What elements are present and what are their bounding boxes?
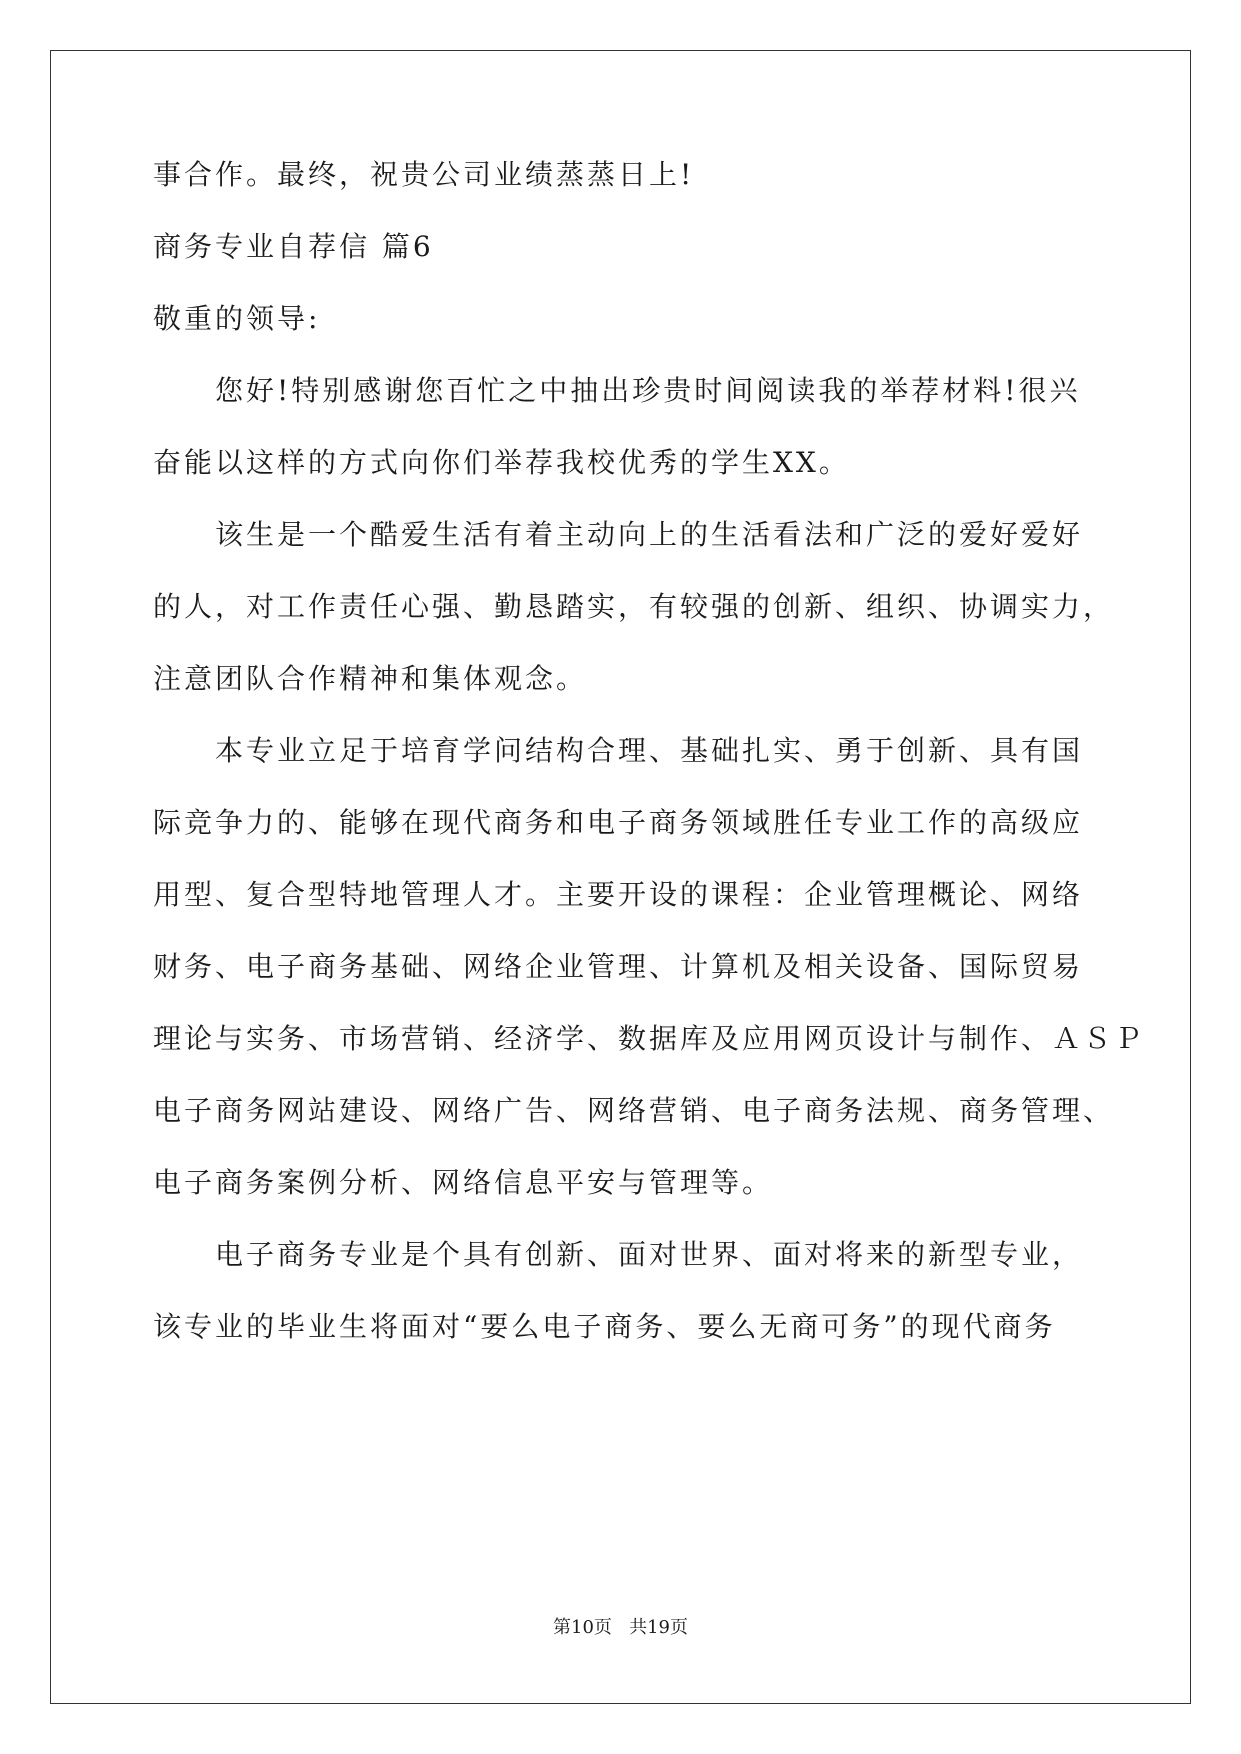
text-line: 用型、复合型特地管理人才。主要开设的课程：企业管理概论、网络 <box>153 878 1084 911</box>
text-line: 电子商务专业是个具有创新、面对世界、面对将来的新型专业， <box>215 1238 1084 1271</box>
page-number-footer: 第10页 共19页 <box>553 1617 688 1638</box>
text-line: 您好!特别感谢您百忙之中抽出珍贵时间阅读我的举荐材料!很兴 <box>215 374 1081 407</box>
text-line: 的人，对工作责任心强、勤恳踏实，有较强的创新、组织、协调实力， <box>153 590 1115 623</box>
text-line: 奋能以这样的方式向你们举荐我校优秀的学生XX。 <box>153 446 850 479</box>
text-line: 财务、电子商务基础、网络企业管理、计算机及相关设备、国际贸易 <box>153 950 1084 983</box>
text-line: 际竞争力的、能够在现代商务和电子商务领域胜任专业工作的高级应 <box>153 806 1084 839</box>
salutation: 敬重的领导: <box>153 302 321 335</box>
text-line: 注意团队合作精神和集体观念。 <box>153 662 588 695</box>
text-line: 该生是一个酷爱生活有着主动向上的生活看法和广泛的爱好爱好 <box>215 518 1084 551</box>
text-line: 事合作。最终，祝贵公司业绩蒸蒸日上! <box>153 158 695 191</box>
text-line: 电子商务案例分析、网络信息平安与管理等。 <box>153 1166 774 1199</box>
text-line: 该专业的毕业生将面对“要么电子商务、要么无商可务”的现代商务 <box>153 1310 1056 1343</box>
text-line: 本专业立足于培育学问结构合理、基础扎实、勇于创新、具有国 <box>215 734 1084 767</box>
text-line: 电子商务网站建设、网络广告、网络营销、电子商务法规、商务管理、 <box>153 1094 1115 1127</box>
text-line: 理论与实务、市场营销、经济学、数据库及应用网页设计与制作、ＡＳＰ <box>153 1022 1146 1055</box>
section-heading: 商务专业自荐信 篇6 <box>153 230 434 263</box>
